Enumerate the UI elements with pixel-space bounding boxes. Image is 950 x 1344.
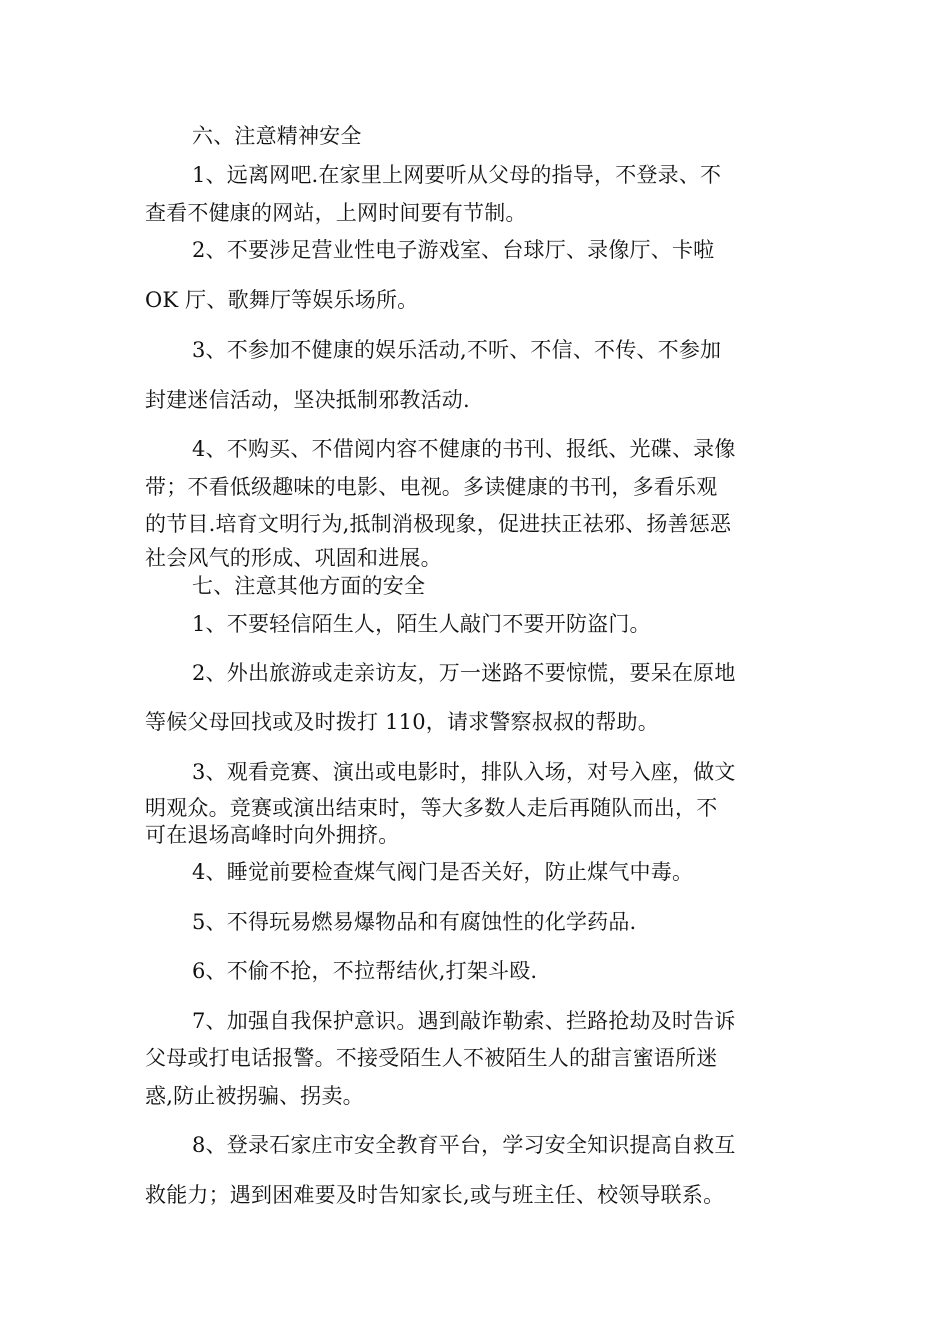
- paragraph-line: 明观众。竞赛或演出结束时，等大多数人走后再随队而出，不: [145, 796, 718, 820]
- paragraph-line: 救能力；遇到困难要及时告知家长,或与班主任、校领导联系。: [145, 1183, 725, 1207]
- paragraph-line: 社会风气的形成、巩固和进展。: [145, 546, 442, 570]
- paragraph-line: 6、不偷不抢，不拉帮结伙,打架斗殴.: [192, 959, 538, 983]
- paragraph-line: 1、不要轻信陌生人，陌生人敲门不要开防盗门。: [192, 612, 651, 636]
- paragraph-line: 7、加强自我保护意识。遇到敲诈勒索、拦路抢劫及时告诉: [192, 1009, 736, 1033]
- paragraph-line: 惑,防止被拐骗、拐卖。: [145, 1084, 364, 1108]
- paragraph-line: 8、登录石家庄市安全教育平台，学习安全知识提高自救互: [192, 1133, 736, 1157]
- paragraph-line: 3、观看竞赛、演出或电影时，排队入场，对号入座，做文: [192, 760, 736, 784]
- paragraph-line: OK 厅、歌舞厅等娱乐场所。: [145, 288, 419, 312]
- paragraph-line: 等候父母回找或及时拨打 110，请求警察叔叔的帮助。: [145, 710, 659, 734]
- paragraph-line: 4、睡觉前要检查煤气阀门是否关好，防止煤气中毒。: [192, 860, 694, 884]
- section-heading-7: 七、注意其他方面的安全: [192, 574, 426, 598]
- paragraph-line: 封建迷信活动，坚决抵制邪教活动.: [145, 388, 470, 412]
- paragraph-line: 5、不得玩易燃易爆物品和有腐蚀性的化学药品.: [192, 910, 637, 934]
- paragraph-line: 可在退场高峰时向外拥挤。: [145, 823, 400, 847]
- paragraph-line: 4、不购买、不借阅内容不健康的书刊、报纸、光碟、录像: [192, 437, 736, 461]
- paragraph-line: 的节目.培育文明行为,抵制消极现象，促进扶正祛邪、扬善惩恶: [145, 512, 732, 536]
- paragraph-line: 1、远离网吧.在家里上网要听从父母的指导，不登录、不: [192, 163, 722, 187]
- paragraph-line: 查看不健康的网站，上网时间要有节制。: [145, 201, 527, 225]
- paragraph-line: 父母或打电话报警。不接受陌生人不被陌生人的甜言蜜语所迷: [145, 1046, 718, 1070]
- paragraph-line: 2、不要涉足营业性电子游戏室、台球厅、录像厅、卡啦: [192, 238, 715, 262]
- paragraph-line: 3、不参加不健康的娱乐活动,不听、不信、不传、不参加: [192, 338, 722, 362]
- paragraph-line: 2、外出旅游或走亲访友，万一迷路不要惊慌，要呆在原地: [192, 661, 736, 685]
- section-heading-6: 六、注意精神安全: [192, 124, 362, 148]
- paragraph-line: 带；不看低级趣味的电影、电视。多读健康的书刊，多看乐观: [145, 475, 718, 499]
